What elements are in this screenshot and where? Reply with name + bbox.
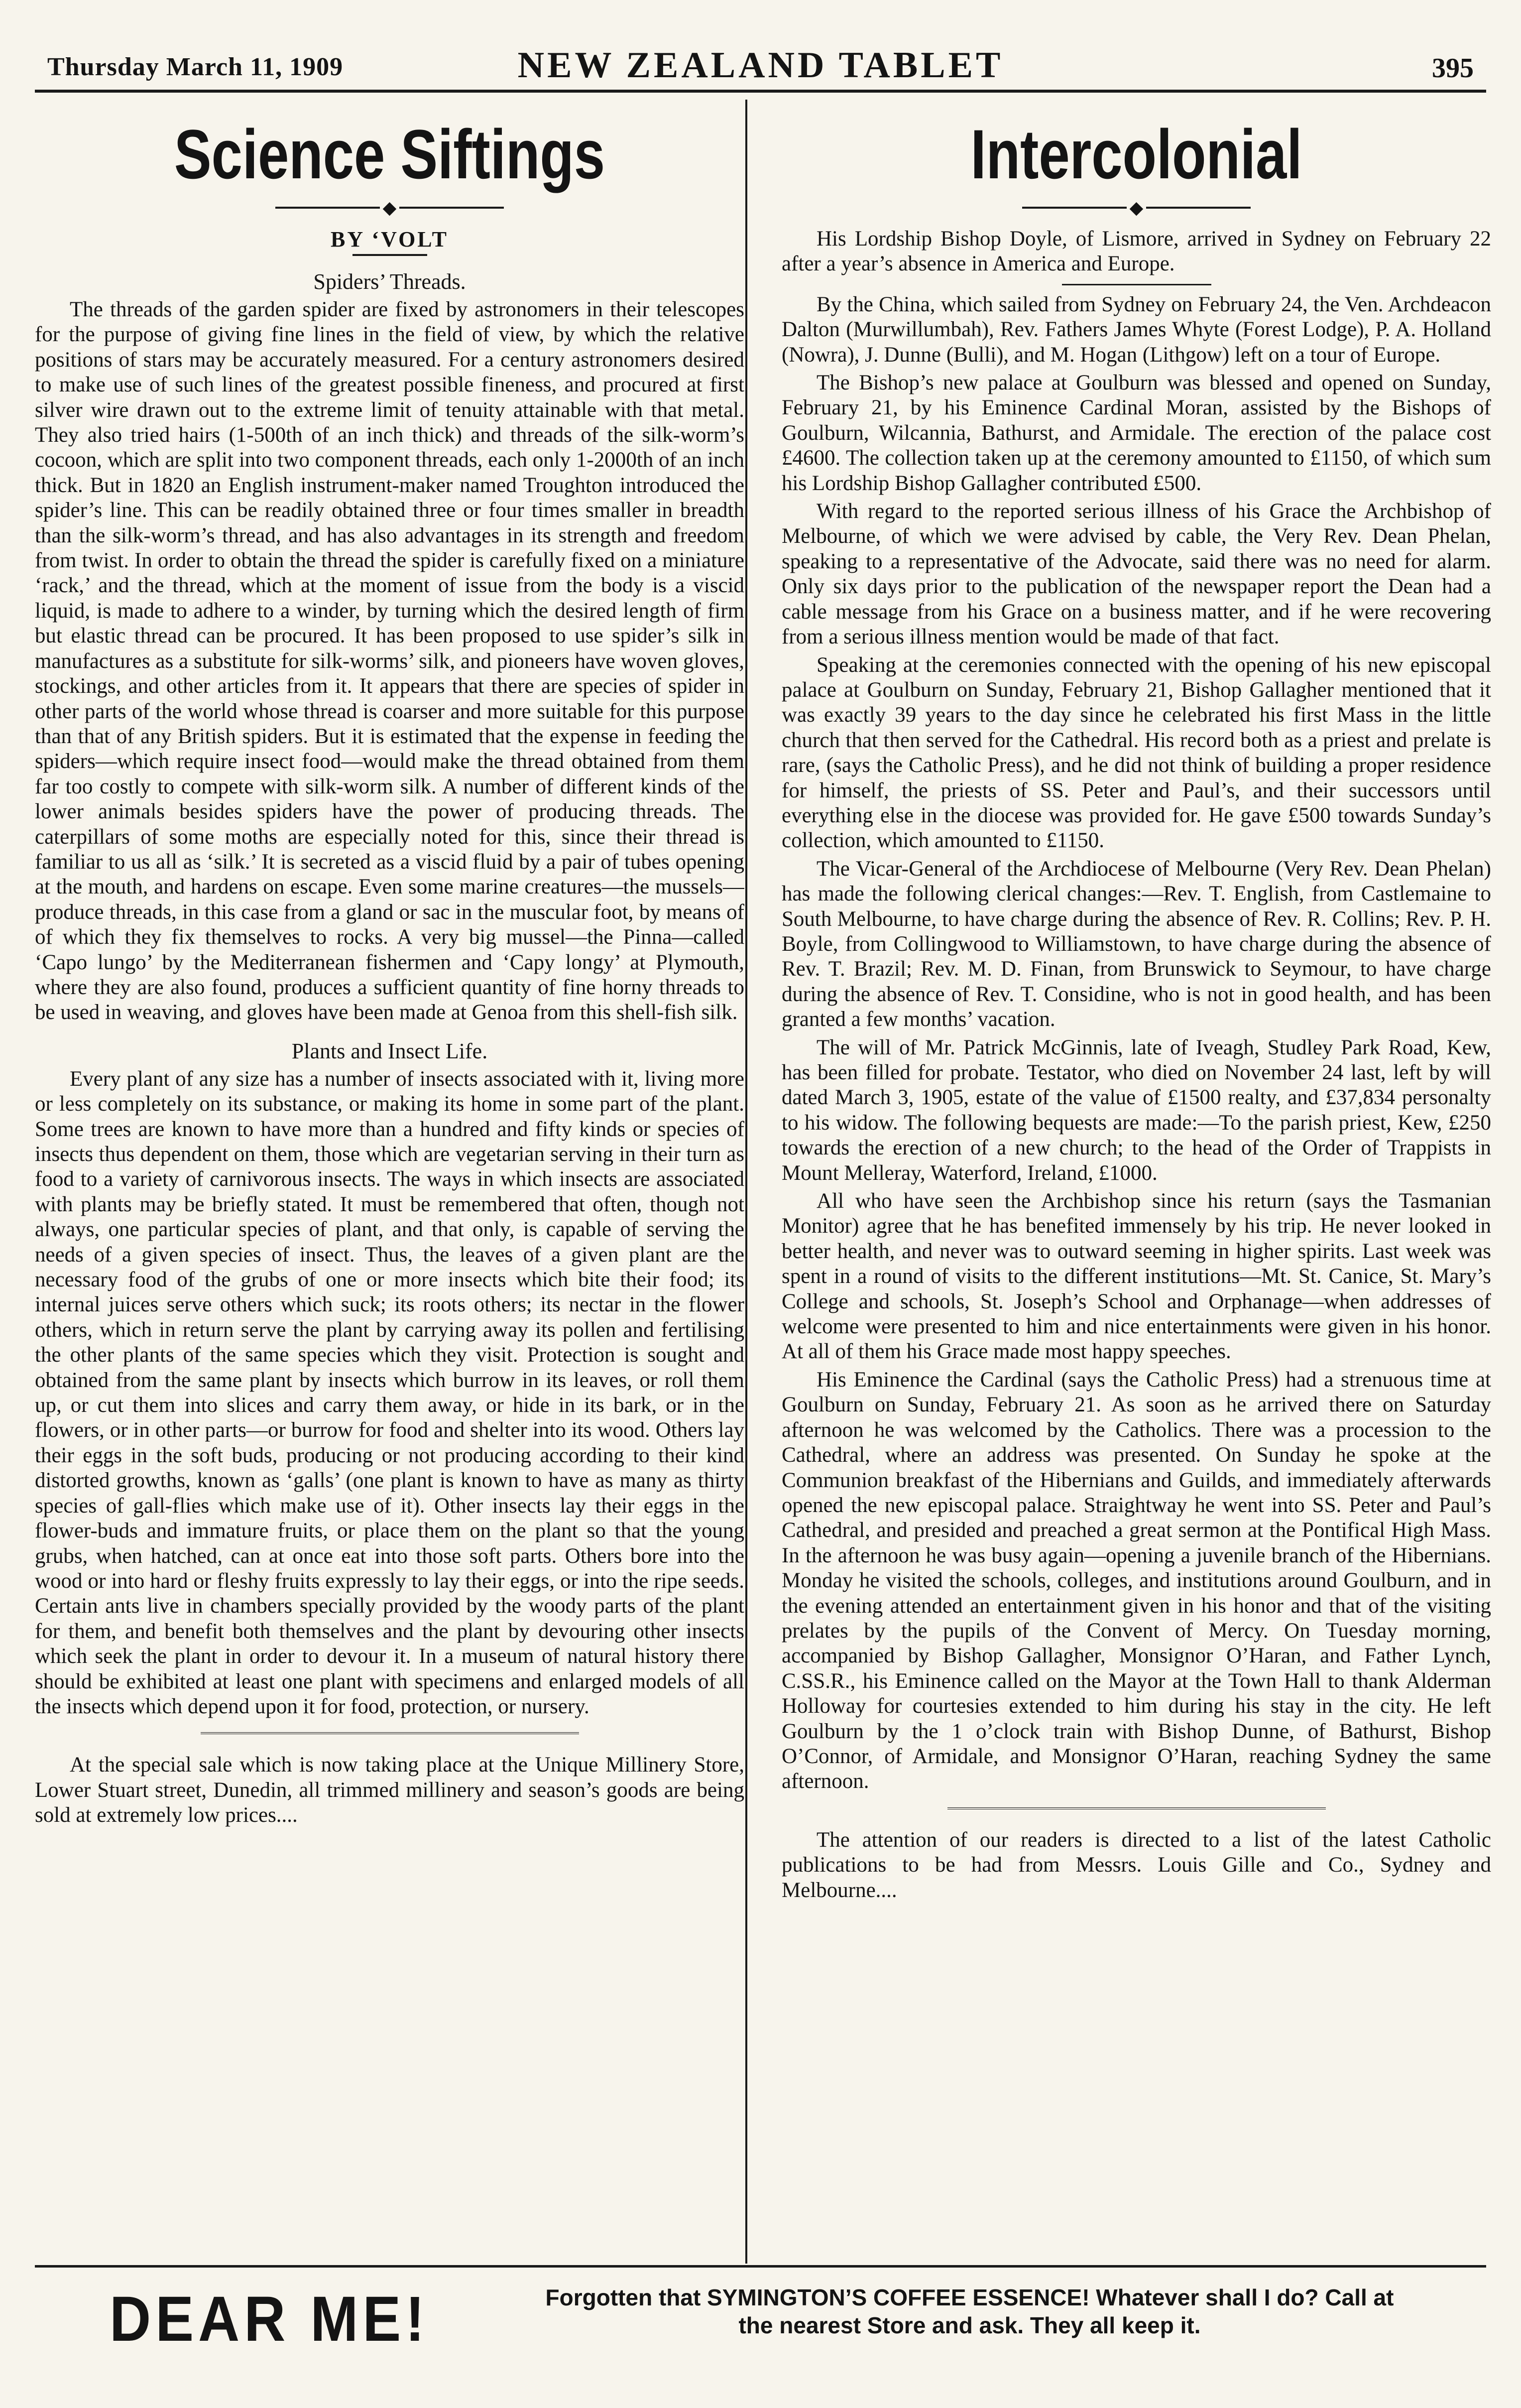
title-ornament (35, 199, 744, 217)
millinery-notice: At the special sale which is now taking place at the Unique Millinery Store, Lower Stuart street, Dunedin, all trimmed millinery and season’s goods are being sold at extremely low prices.... (35, 1753, 744, 1827)
separator-rule (947, 1807, 1326, 1811)
column-divider (745, 100, 747, 2264)
section-title-intercolonial: Intercolonial (970, 115, 1302, 193)
paragraph: The Bishop’s new palace at Goulburn was blessed and opened on Sunday, February 21, by his Eminence Cardinal Moran, assisted by the Bishops of Goulburn, Wilcannia, Bathurst, and Armidale. The erection of the palace cost £4600. The collection taken up at the ceremony amounted to £1150, of which sum his Lordship Bishop Gallagher contributed £500. (782, 371, 1491, 495)
section-title-science-siftings: Science Siftings (174, 115, 605, 193)
science-siftings-column (35, 102, 744, 2254)
advert-copy (483, 2283, 1456, 2339)
paragraph: The will of Mr. Patrick McGinnis, late of Iveagh, Studley Park Road, Kew, has been filled for probate. Testator, who died on November 24 last, left by will dated March 3, 1905, estate of the value of £1500 realty, and £37,834 personalty to his widow. The following bequests are made:—To the parish priest, Kew, £250 towards the erection of a new church; to the head of the Order of Trappists in Mount Melleray, Waterford, Ireland, £1000. (782, 1035, 1491, 1185)
paragraph: The Vicar-General of the Archdiocese of Melbourne (Very Rev. Dean Phelan) has made the following clerical changes:—Rev. T. English, from Castlemaine to South Melbourne, to have charge during the absence of Rev. R. Collins; Rev. P. H. Boyle, from Collingwood to Williamstown, to have charge during the absence of Rev. T. Brazil; Rev. M. D. Finan, from Brunswick to Seymour, to have charge during the absence of Rev. T. Considine, who is not in good health, and has been granted a few months’ vacation. (782, 857, 1491, 1031)
separator-rule (201, 1732, 579, 1736)
issue-date: Thursday March 11, 1909 (47, 53, 344, 81)
paragraph: His Lordship Bishop Doyle, of Lismore, arrived in Sydney on February 22 after a year’s absence in America and Europe. (782, 227, 1491, 276)
article-body (782, 227, 1491, 1903)
running-header (27, 37, 1494, 92)
paragraph: All who have seen the Archbishop since his return (says the Tasmanian Monitor) agree that he has benefited immensely by his trip. He never looked in better health, and never was to outward seeming in higher spirits. Last week was spent in a round of visits to the different institutions—Mt. St. Canice, St. Mary’s College and schools, St. Joseph’s School and Orphanage—when addresses of welcome were presented to him and nice entertainments were given in his honor. At all of them his Grace made most happy speeches. (782, 1189, 1491, 1364)
intercolonial-column (782, 102, 1491, 2254)
advert-line-1: Forgotten that SYMINGTON’S COFFEE ESSENCE! Whatever shall I do? Call at (545, 2284, 1394, 2310)
byline-rule (352, 254, 427, 256)
title-ornament (782, 199, 1491, 217)
advert-line-2: the nearest Store and ask. They all keep it. (738, 2312, 1201, 2338)
publications-notice: The attention of our readers is directed to a list of the latest Catholic publications to be had from Messrs. Louis Gille and Co., Sydney and Melbourne.... (782, 1828, 1491, 1902)
paragraph: Every plant of any size has a number of insects associated with it, living more or less completely on its substance, or making its home in some part of the plant. Some trees are known to have more than a hundred and fifty kinds or species of insects thus dependent on them, those which are vegetarian serving in their turn as food to a variety of carnivorous insects. The ways in which insects are associated with plants may be briefly stated. It must be remembered that often, though not always, one particular species of plant, and that only, is capable of serving the needs of a given species of insect. Thus, the leaves of a given plant are the necessary food of the grubs of one or more insects which bite their food; its internal juices serve others which suck; its roots others; its nectar in the flower others, which in return serve the plant by carrying away its pollen and fertilising the other plants of the same species which they visit. Protection is sought and obtained from the same plant by insects which burrow in its leaves, or roll them up, or cut them into slices and carry them away, or hide in its bark, or in the flowers, or in other parts—or burrow for food and shelter into its wood. Others lay their eggs in the soft buds, producing or not producing according to their kind distorted growths, known as ‘galls’ (one plant is known to have as many as thirty species of gall-flies which make use of it). Other insects lay their eggs in the flower-buds and immature fruits, or place them on the plant so that the young grubs, when hatched, can at once eat into those soft parts. Others bore into the wood or into hard or fleshy fruits expressly to lay their eggs, or into the ripe seeds. Certain ants live in chambers specially provided by the woody parts of the plant for them, and benefit both themselves and the plant by devouring other insects which seek the plant in order to devour it. In a museum of natural history there should be exhibited at least one plant with specimens and enlarged models of all the insects which depend upon it for food, protection, or nursery. (35, 1067, 744, 1718)
diamond-icon: ◆ (1129, 198, 1144, 218)
masthead: NEW ZEALAND TABLET (517, 45, 1004, 86)
short-separator (1062, 284, 1211, 285)
paragraph: The threads of the garden spider are fixed by astronomers in their telescopes for the purpose of giving fine lines in the field of view, by which the relative positions of stars may be accurately measured. For a century astronomers desired to make use of such lines of the greatest possible fineness, and procured at first silver wire drawn out to the extreme limit of tenuity attainable with that metal. They also tried hairs (1-500th of an inch thick) and threads of the silk-worm’s cocoon, which are split into two component threads, each only 1-2000th of an inch thick. But in 1820 an English instrument-maker named Troughton introduced the spider’s line. This can be readily obtained three or four times smaller in breadth than the silk-worm’s thread, and has also advantages in its strength and freedom from twist. In order to obtain the thread the spider is carefully fixed on a miniature ‘rack,’ and the thread, which at the moment of issue from the body is a viscid liquid, is made to adhere to a winder, by turning which the desired length of firm but elastic thread can be procured. It has been proposed to use spider’s silk in manufactures as a substitute for silk-worms’ silk, and pioneers have woven gloves, stockings, and other articles from it. It appears that there are species of spider in other parts of the world whose thread is coarser and more suitable for this purpose than that of any British spiders. But it is estimated that the expense in feeding the spiders—which require insect food—would make the thread obtained from them far too costly to compete with silk-worm silk. A number of different kinds of the lower animals besides spiders have the power of producing threads. The caterpillars of some moths are especially noted for this, since their thread is familiar to us all as ‘silk.’ It is secreted as a viscid fluid by a pair of tubes opening at the mouth, and hardens on escape. Even some marine creatures—the mussels—produce threads, in this case from a gland or sac in the muscular foot, by means of of which they fix themselves to rocks. A very big mussel—the Pinna—called ‘Capo lungo’ by the Mediterranean fishermen and ‘Capy longy’ at Plymouth, where they are also found, produces a sufficient quantity of fine horny threads to be used in weaving, and gloves have been made at Genoa from this shell-fish silk. (35, 298, 744, 1024)
coffee-advert (35, 2274, 1486, 2373)
header-rule (35, 90, 1486, 93)
paragraph: His Eminence the Cardinal (says the Catholic Press) had a strenuous time at Goulburn on Sunday, February 21. As soon as he arrived there on Saturday afternoon he was welcomed by the Catholics. There was a procession to the Cathedral, where an address was presented. On Sunday he spoke at the Communion breakfast of the Hibernians and Guilds, and immediately afterwards opened the new episcopal palace. Straightway he went into SS. Peter and Paul’s Cathedral, and presided and preached a great sermon at the Pontifical High Mass. In the afternoon he was busy again—opening a juvenile branch of the Hibernians. Monday he visited the schools, colleges, and institutions around Goulburn, and in the evening attended an entertainment given in his honor and that of the visiting prelates by the pupils of the Convent of Mercy. On Tuesday morning, accompanied by Bishop Gallagher, Monsignor O’Haran, and Father Lynch, C.SS.R., his Eminence called on the Mayor at the Town Hall to thank Alderman Holloway for courtesies extended to him during his stay in the city. He left Goulburn by the 1 o’clock train with Bishop Dunne, of Bathurst, Bishop O’Connor, of Armidale, and Monsignor O’Haran, reaching Sydney the same afternoon. (782, 1368, 1491, 1793)
advert-headline: DEAR ME! (110, 2283, 429, 2355)
paragraph: Speaking at the ceremonies connected with the opening of his new episcopal palace at Goulburn on Sunday, February 21, Bishop Gallagher mentioned that it was exactly 39 years to the day since he celebrated his first Mass in the little church that then served for the Cathedral. His record both as a priest and prelate is rare, (says the Catholic Press), and he did not think of building a proper residence for himself, the priests of SS. Peter and Paul’s, and their successors until everything else in the diocese was provided for. He gave £500 towards Sunday’s collection, which amounted to £1150. (782, 653, 1491, 853)
advert-rule (35, 2265, 1486, 2268)
paragraph: By the China, which sailed from Sydney on February 24, the Ven. Archdeacon Dalton (Murwillumbah), Rev. Fathers James Whyte (Forest Lodge), P. A. Holland (Nowra), J. Dunne (Bulli), and M. Hogan (Lithgow) left on a tour of Europe. (782, 292, 1491, 367)
subhead-plants-insect-life: Plants and Insect Life. (291, 1038, 488, 1063)
subhead-spiders-threads: Spiders’ Threads. (313, 269, 466, 294)
page-number: 395 (1432, 53, 1474, 84)
byline: BY ‘VOLT (331, 227, 449, 252)
diamond-icon: ◆ (382, 198, 397, 218)
paragraph: With regard to the reported serious illness of his Grace the Archbishop of Melbourne, of which we were advised by cable, the Very Rev. Dean Phelan, speaking to a representative of the Advocate, said there was no need for alarm. Only six days prior to the publication of the newspaper report the Dean had a cable message from his Grace on a business matter, and if he were recovering from a serious illness mention would be made of that fact. (782, 500, 1491, 649)
article-body (35, 269, 744, 1828)
